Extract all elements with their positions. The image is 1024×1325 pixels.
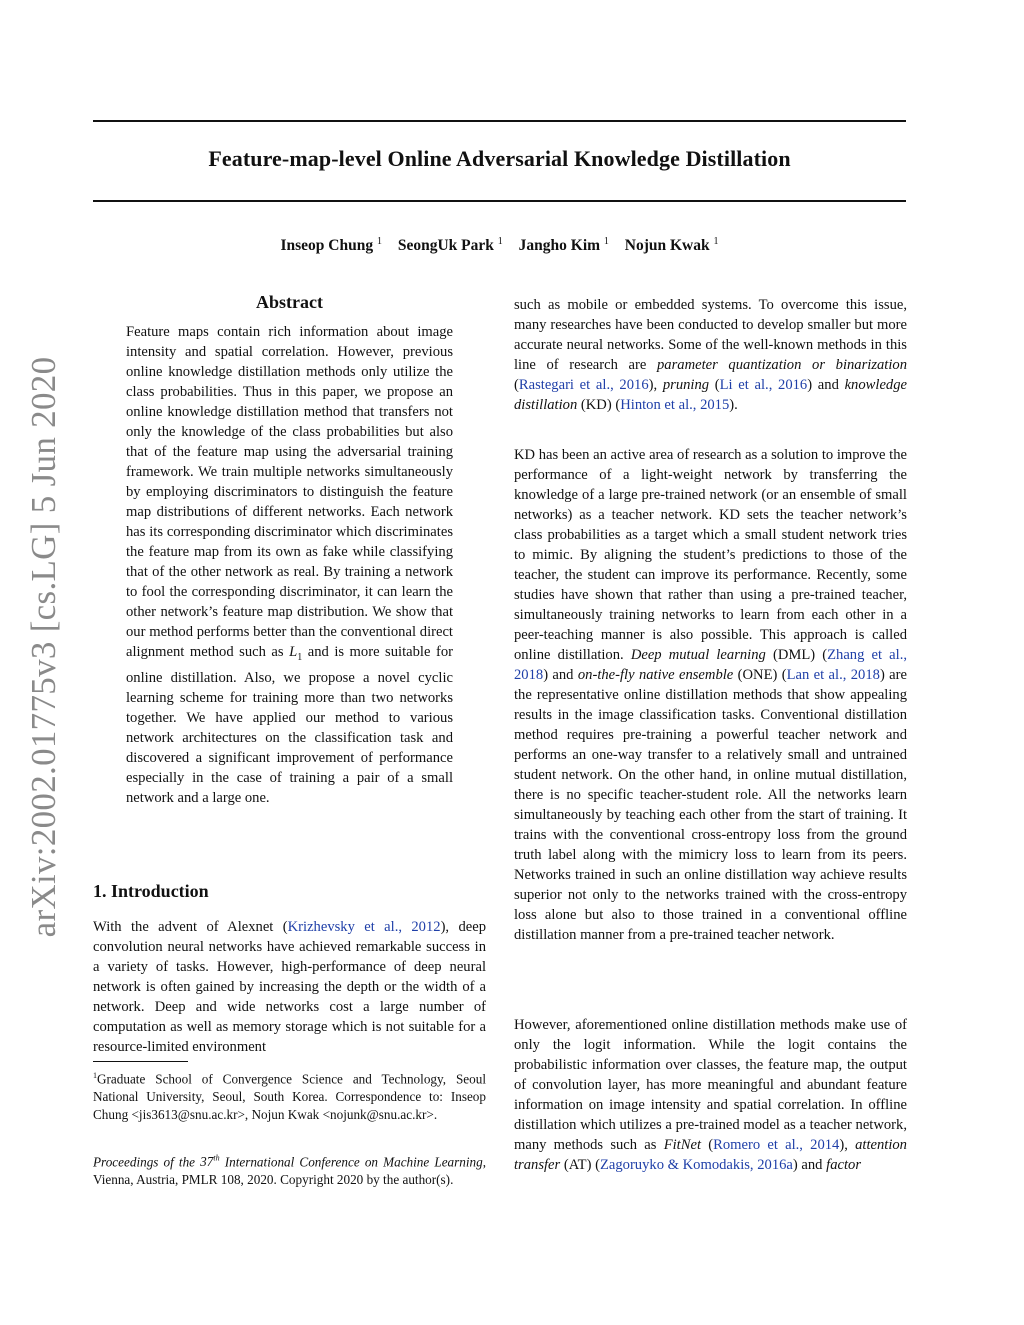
arxiv-identifier: arXiv:2002.01775v3 [cs.LG] 5 Jun 2020 <box>24 356 63 938</box>
intro-paragraph-2 <box>514 445 907 945</box>
citation-link[interactable]: Hinton et al., 2015 <box>620 397 730 413</box>
author-name: Inseop Chung <box>280 237 374 255</box>
emphasis: knowledge distillation <box>514 377 907 413</box>
math-symbol <box>289 644 303 663</box>
paragraph-text: However, aforementioned online distillation methods make use of only the logit information. While the logit contains the probabilistic information over classes, the feature map, the output of convolution layer, has more meaningful and abundant feature information on image intensity and spatial correlation. In offline distillation which utilizes a pre-trained model as a teacher network, many methods such as <box>514 1017 907 1153</box>
paragraph-text: (KD) ( <box>580 397 621 413</box>
emphasis: attention transfer <box>514 1137 907 1173</box>
author-name: Jangho Kim <box>518 237 601 255</box>
author-affiliation: 1 <box>376 236 382 247</box>
section-heading-introduction: 1. Introduction <box>93 881 209 901</box>
paragraph-text: ). <box>729 397 738 413</box>
abstract-body <box>126 322 453 808</box>
author-name: Nojun Kwak <box>624 237 710 255</box>
intro-paragraph-3: However, aforementioned online distillation methods make use of only the logit information. While the logit contains the probabilistic information over classes, the feature map, the output of convolution layer, has more meaningful and abundant feature information on image intensity and spatial correlation. In offline distillation which utilizes a pre-trained model as a teacher network, many methods such as FitNet (Romero et al., 2014), attention transfer (AT) (Zagoruyko & Komodakis, 2016a) and factor <box>514 1017 907 1173</box>
paragraph-text: KD has been an active area of research as a solution to improve the performance of a light-weight network by transferring the knowledge of a large pre-trained network (or an ensemble of small networks) as a teacher network. KD sets the teacher network’s class probabilities as a target which a small student network tries to mimic. By aligning the student’s predictions to those of the teacher, the student can improve its performance. Recently, some studies have shown that rather than using a pre-trained teacher, simultaneously training networks to learn from each other in a peer-teaching manner is also possible. This approach is called online distillation. <box>514 447 907 663</box>
citation-link[interactable]: Rastegari et al., 2016 <box>518 377 649 393</box>
intro-paragraph-1-continued: such as mobile or embedded systems. To overcome this issue, many researches have been conducted to develop smaller but more accurate neural networks. Some of the well-known methods in this line of research are parameter quantization or binarization (Rastegari et al., 2016), pruning (Li et al., 2016) and knowledge distillation (KD) (Hinton et al., 2015). <box>514 297 907 413</box>
author-affiliation: 1 <box>713 236 719 247</box>
proceedings-number <box>200 1154 219 1169</box>
citation-link[interactable]: Zhang et al., 2018 <box>514 647 907 683</box>
paragraph-text: (DML) ( <box>772 647 828 663</box>
paragraph-text: such as mobile or embedded systems. To overcome this issue, many researches have been conducted to develop smaller but more accurate neural networks. Some of the well-known methods in this line of research are <box>514 297 907 373</box>
emphasis: pruning <box>662 377 710 393</box>
paper-title: Feature-map-level Online Adversarial Knowledge Distillation <box>208 146 791 171</box>
emphasis: FitNet <box>663 1137 701 1153</box>
proceedings-sup: th <box>213 1154 220 1163</box>
paragraph-text: (ONE) ( <box>737 667 787 683</box>
citation-link[interactable]: Krizhevsky et al., 2012 <box>287 919 441 935</box>
citation-link[interactable]: Zagoruyko & Komodakis, 2016a <box>599 1157 793 1173</box>
paragraph-text: and <box>817 377 839 393</box>
author-affiliation: 1 <box>497 236 503 247</box>
math-letter: L <box>289 644 298 660</box>
paragraph-text: ), deep convolution neural networks have achieved remarkable success in a variety of tasks. However, high-performance of deep neural network is often gained by increasing the depth or the width of a network. Deep and wide networks cost a large number of computation as well as memory storage which is not suitable for a resource-limited environment <box>93 919 486 1055</box>
author-list <box>93 236 906 255</box>
arxiv-sidebar <box>12 356 76 938</box>
emphasis: on-the-fly native ensemble <box>577 667 734 683</box>
title-top-rule <box>93 120 906 122</box>
author <box>625 237 719 254</box>
author <box>398 237 503 254</box>
footnote-mark: 1 <box>93 1071 97 1080</box>
paragraph-text: ) and <box>792 1157 823 1173</box>
citation-link[interactable]: Romero et al., 2014 <box>713 1137 840 1153</box>
proceedings-conference: International Conference on Machine Learning <box>224 1154 483 1170</box>
author-name: SeongUk Park <box>397 237 494 255</box>
citation-link[interactable]: Li et al., 2016 <box>719 377 808 393</box>
proceedings-text: , Vienna, Austria, PMLR 108, 2020. Copyright 2020 by the author(s). <box>93 1154 487 1188</box>
affiliation-footnote <box>93 1067 486 1124</box>
proceedings-note <box>93 1150 486 1189</box>
footnote-text: Graduate School of Convergence Science and Technology, Seoul National University, Seoul, South Korea. Correspondence to: Inseop Chung <jis3613@snu.ac.kr>, Nojun Kwak <nojunk@snu.ac.kr>. <box>93 1071 486 1123</box>
citation-link[interactable]: Lan et al., 2018 <box>786 667 880 683</box>
footnote-rule <box>93 1061 188 1062</box>
intro-paragraph-1 <box>93 917 486 1057</box>
title-bottom-rule <box>93 200 906 202</box>
paragraph-text: (AT) ( <box>563 1157 600 1173</box>
abstract-heading: Abstract <box>256 292 323 312</box>
author <box>280 237 382 254</box>
author <box>519 237 609 254</box>
emphasis: parameter quantization or binarization <box>657 357 907 373</box>
emphasis: Deep mutual learning <box>630 647 766 663</box>
abstract-text: and is more suitable for online distillation. Also, we propose a novel cyclic learning scheme for training more than two networks together. We have applied our method to various network architectures on the classification task and discovered a significant improvement of performance especially in the case of training a pair of a small network and a large one. <box>126 644 453 806</box>
author-affiliation: 1 <box>603 236 609 247</box>
paragraph-text: ) and <box>543 667 574 683</box>
proceedings-text: Proceedings of the <box>93 1154 196 1170</box>
math-subscript: 1 <box>297 651 303 663</box>
emphasis: factor <box>826 1157 862 1173</box>
paragraph-text: With the advent of Alexnet ( <box>93 919 288 935</box>
proceedings-num: 37 <box>200 1154 214 1170</box>
paragraph-text: ) are the representative online distillation methods that show appealing results in the image classification tasks. Conventional distillation method requires pre-training a powerful teacher network and performs an one-way transfer to a relatively small and untrained student network. On the other hand, in online mutual distillation, there is no specific teacher-student role. All the networks learn simultaneously by teaching each other from the start of training. It trains with the conventional cross-entropy loss from the ground truth label along with the mimicry loss to learn from its peers. Networks trained in such an online distillation way achieve results superior not only to the networks trained with the cross-entropy loss alone but also to those trained in a conventional offline distillation manner from a pre-trained teacher network. <box>514 667 907 943</box>
abstract-text: Feature maps contain rich information about image intensity and spatial correlation. However, previous online knowledge distillation methods only utilize the class probabilities. Thus in this paper, we propose an online knowledge distillation method that transfers not only the knowledge of the class probabilities but also that of the feature map using the adversarial training framework. We train multiple networks simultaneously by employing discriminators to distinguish the feature map distributions of different networks. Each network has its corresponding discriminator which discriminates the feature map from its own as fake while classifying that of the other network as real. By training a network to fool the corresponding discriminator, it can learn the other network’s feature map distribution. We show that our method performs better than the conventional direct alignment method such as <box>126 324 453 660</box>
